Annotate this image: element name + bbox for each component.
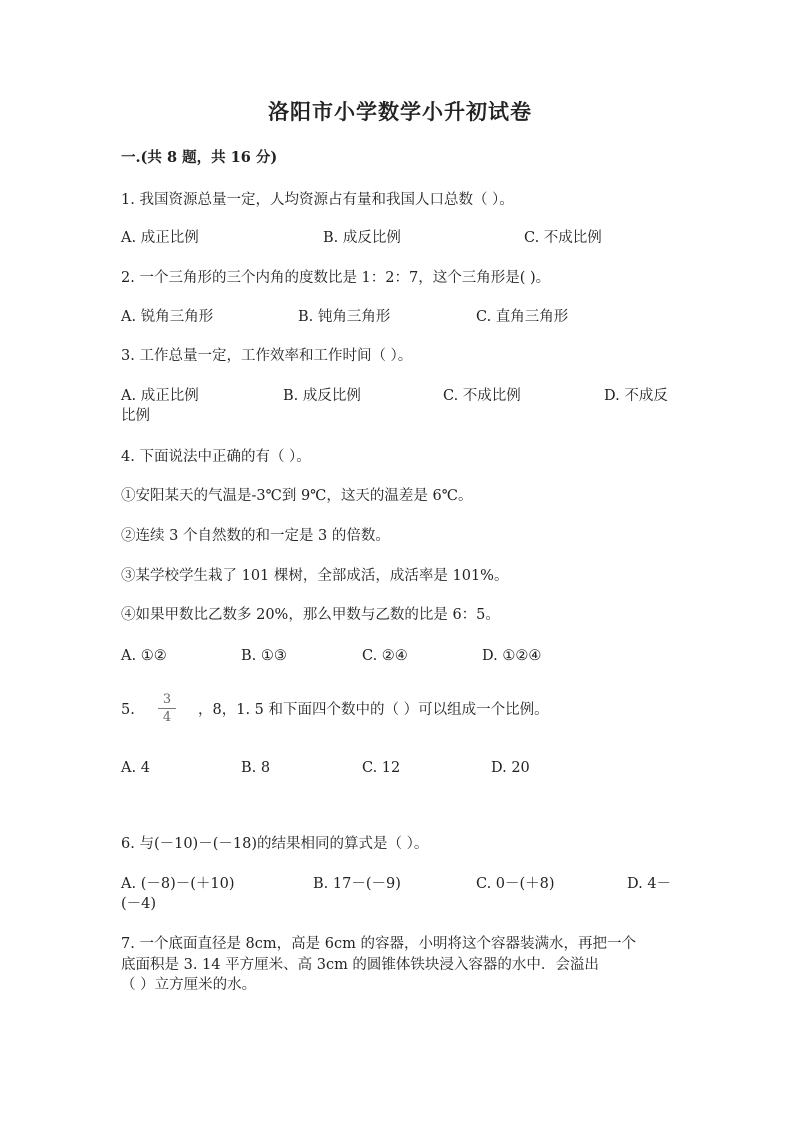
- question-4-statement-1: ①安阳某天的气温是-3℃到 9℃，这天的温差是 6℃。: [121, 488, 473, 504]
- question-4-text: 4. 下面说法中正确的有（ ）。: [121, 449, 311, 465]
- question-4-option-a: A. ①②: [121, 648, 167, 664]
- question-6-option-b: B. 17－(－9): [313, 876, 401, 892]
- question-5-option-d: D. 20: [491, 760, 530, 776]
- question-3-option-d-wrap: 比例: [121, 408, 150, 424]
- question-2-option-b: B. 钝角三角形: [298, 309, 391, 325]
- fraction-numerator: 3: [162, 692, 172, 707]
- question-2-text: 2. 一个三角形的三个内角的度数比是 1：2：7，这个三角形是( )。: [121, 270, 551, 286]
- question-6-option-d: D. 4－: [627, 876, 672, 892]
- question-5-fraction: [158, 692, 176, 725]
- section-header: 一.(共 8 题，共 16 分): [121, 149, 278, 166]
- fraction-bar: [158, 708, 176, 709]
- question-4-option-d: D. ①②④: [482, 648, 542, 664]
- question-7-line-1: 7. 一个底面直径是 8cm，高是 6cm 的容器，小明将这个容器装满水，再把一个: [121, 936, 636, 952]
- question-7-line-3: （ ）立方厘米的水。: [121, 977, 257, 993]
- question-6-option-c: C. 0－(＋8): [476, 876, 555, 892]
- question-4-statement-4: ④如果甲数比乙数多 20%，那么甲数与乙数的比是 6：5。: [121, 607, 500, 623]
- question-5-option-c: C. 12: [362, 760, 401, 776]
- question-5-number: 5.: [121, 702, 135, 718]
- question-3-option-d: D. 不成反: [604, 388, 668, 404]
- question-6-option-a: A. (－8)－(＋10): [121, 876, 235, 892]
- question-4-option-b: B. ①③: [241, 648, 287, 664]
- question-3-option-a: A. 成正比例: [121, 388, 199, 404]
- fraction-denominator: 4: [162, 710, 172, 725]
- question-5-option-a: A. 4: [121, 760, 150, 776]
- question-5-option-b: B. 8: [241, 760, 271, 776]
- page-title: 洛阳市小学数学小升初试卷: [268, 99, 532, 124]
- question-2-option-c: C. 直角三角形: [476, 309, 569, 325]
- question-7-line-2: 底面积是 3. 14 平方厘米、高 3cm 的圆锥体铁块浸入容器的水中．会溢出: [121, 957, 599, 973]
- question-1-text: 1. 我国资源总量一定，人均资源占有量和我国人口总数（ ）。: [121, 192, 514, 208]
- question-3-option-c: C. 不成比例: [443, 388, 521, 404]
- question-1-option-c: C. 不成比例: [524, 230, 602, 246]
- question-4-statement-2: ②连续 3 个自然数的和一定是 3 的倍数。: [121, 528, 390, 544]
- question-1-option-b: B. 成反比例: [323, 230, 401, 246]
- question-6-option-d-wrap: (－4): [121, 896, 157, 912]
- question-5-text: ，8，1. 5 和下面四个数中的（ ）可以组成一个比例。: [198, 702, 549, 718]
- question-2-option-a: A. 锐角三角形: [121, 309, 214, 325]
- question-3-option-b: B. 成反比例: [283, 388, 361, 404]
- question-1-option-a: A. 成正比例: [121, 230, 199, 246]
- question-4-option-c: C. ②④: [362, 648, 408, 664]
- question-3-text: 3. 工作总量一定，工作效率和工作时间（ ）。: [121, 348, 413, 364]
- question-4-statement-3: ③某学校学生栽了 101 棵树，全部成活，成活率是 101%。: [121, 568, 509, 584]
- question-6-text: 6. 与(－10)－(－18)的结果相同的算式是（ ）。: [121, 836, 429, 852]
